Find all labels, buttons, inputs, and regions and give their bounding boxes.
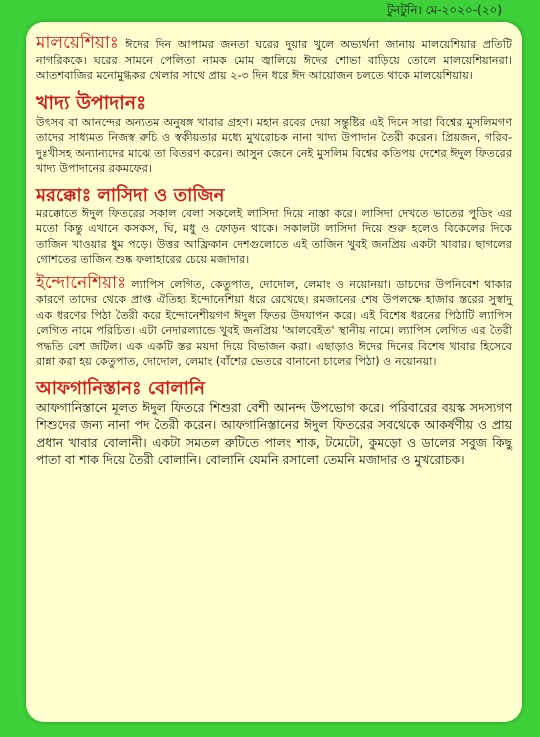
section-indonesia-title: ইন্দোনেশিয়াঃ [36, 272, 127, 293]
content-card [26, 22, 522, 722]
section-morocco-text: মরক্কোতে ঈদুল ফিতরের সকাল বেলা সকলেই লাসিদা দিয়ে নাস্তা করে। লাসিদা দেখতে ভাতের পুডিং এর মতো কিন্তু এখানে কসকস, ঘি, মধু ও ফোড়ন থাকে। সকালটা লাসিদা দিয়ে শুরু হলেও বিকেলের দিকে তাজিন খাওয়ার ধুম পড়ে। উত্তর আফ্রিকান দেশগুলোতে এই তাজিন খুবই জনপ্রিয় একটা খাবার। ছাগলের গোশতের তাজিন শুষ্ক ফলাহারের চেয়ে মজাদার। [36, 206, 512, 266]
section-food-items-text: উৎসব বা আনন্দের অন্যতম অনুষঙ্গ খাবার গ্রহণ। মহান রবের দেয়া সন্তুষ্টির এই দিনে সারা বিশ্বের মুসলিমগণ তাদের সাধ্যমত নিজস্ব রুচি ও স্বকীয়তার মধ্যে মুখরোচক নানা খাদ্য উপাদান তৈরী করেন। প্রিয়জন, গরিব-দুঃখীসহ অন্যান্যদের মাঝে তা বিতরণ করেন। আসুন জেনে নেই মুসলিম বিশ্বের কতিপয় দেশের ঈদুল ফিতরের খাদ্য উপাদানের রকমফের। [36, 115, 512, 175]
section-malaysia-paragraph [36, 33, 512, 84]
section-food-items [36, 92, 512, 177]
section-morocco [36, 185, 512, 268]
section-malaysia-title: মালয়েশিয়াঃ [36, 33, 119, 53]
section-afghanistan-title: আফগানিস্তানঃ বোলানি [36, 377, 205, 399]
issue-caption: টুনটুনি। মে-২০২০-(২০) [386, 3, 502, 17]
section-indonesia-paragraph [36, 272, 512, 370]
section-indonesia [36, 272, 512, 370]
section-afghanistan-text: আফগানিস্তানে মূলত ঈদুল ফিতরে শিশুরা বেশী আনন্দ উপভোগ করে। পরিবারের বয়স্ক সদস্যগণ শিশুদের জন্য নানা পদ তৈরী করেন। আফগানিস্তানের ঈদুল ফিতরের সবথেকে আকর্ষণীয় ও প্রায় প্রধান খাবার বোলানী। একটা সমতল রুটিতে পালং শাক, টমেটো, কুমড়ো ও ডালের সবুজ কিছু পাতা বা শাক দিয়ে তৈরী বোলানি। বোলানি যেমনি রসালো তেমনি মজাদার ও মুখরোচক। [36, 399, 512, 468]
section-afghanistan [36, 378, 512, 469]
section-malaysia [36, 33, 512, 84]
section-food-items-title: খাদ্য উপাদানঃ [36, 91, 147, 114]
section-indonesia-text: ল্যাপিস লেগিত, কেতুপাত, দোদোল, লেমাং ও নয়োনয়া। ডাচদের উপনিবেশ থাকার কারণে তাদের থেকে প্রাপ্ত ঐতিহ্য ইন্দোনেশিয়া ধরে রেখেছে। রমজানের শেষ উপলক্ষে হাজার স্তরের সুস্বাদু এক ধরণের পিঠা তৈরী করে ইন্দোনেশীয়গণ ঈদুল ফিতর উদযাপন করে। এই বিশেষ ধরনের পিঠাটি ল্যাপিস লেগিত নামে পরিচিত। এটা নেদারল্যান্ডে খুবই জনপ্রিয় 'আলবেইত' স্থানীয় নামে। ল্যাপিস লেগিত এর তৈরী পদ্ধতি বেশ জটিল। এক একটি স্তর ময়দা দিয়ে বিভাজন করা। এছাড়াও ঈদের দিনের বিশেষ খাবার হিসেবে রান্না করা হয় কেতুপাত, দোদোল, লেমাং (বাঁশের ভেতরে বানানো চালের পিঠা) ও নয়োনয়া। [36, 277, 512, 368]
section-morocco-title: মরক্কোঃ লাসিদা ও তাজিন [36, 184, 225, 206]
section-malaysia-text: ঈদের দিন আপামর জনতা ঘরের দুয়ার খুলে অভ্যর্থনা জানায় মালয়েশিয়ার প্রতিটি নাগরিককে। ঘরের সামনে পেলিতা নামক মোম জ্বালিয়ে ঈদের শোভা বাড়িয়ে তোলে মালয়েশিয়ানরা। আতশবাজির মনোমুগ্ধকর খেলার সাথে প্রায় ২-৩ দিন ধরে ঈদ আয়োজন চলতে থাকে মালয়েশিয়ায়। [36, 38, 512, 82]
